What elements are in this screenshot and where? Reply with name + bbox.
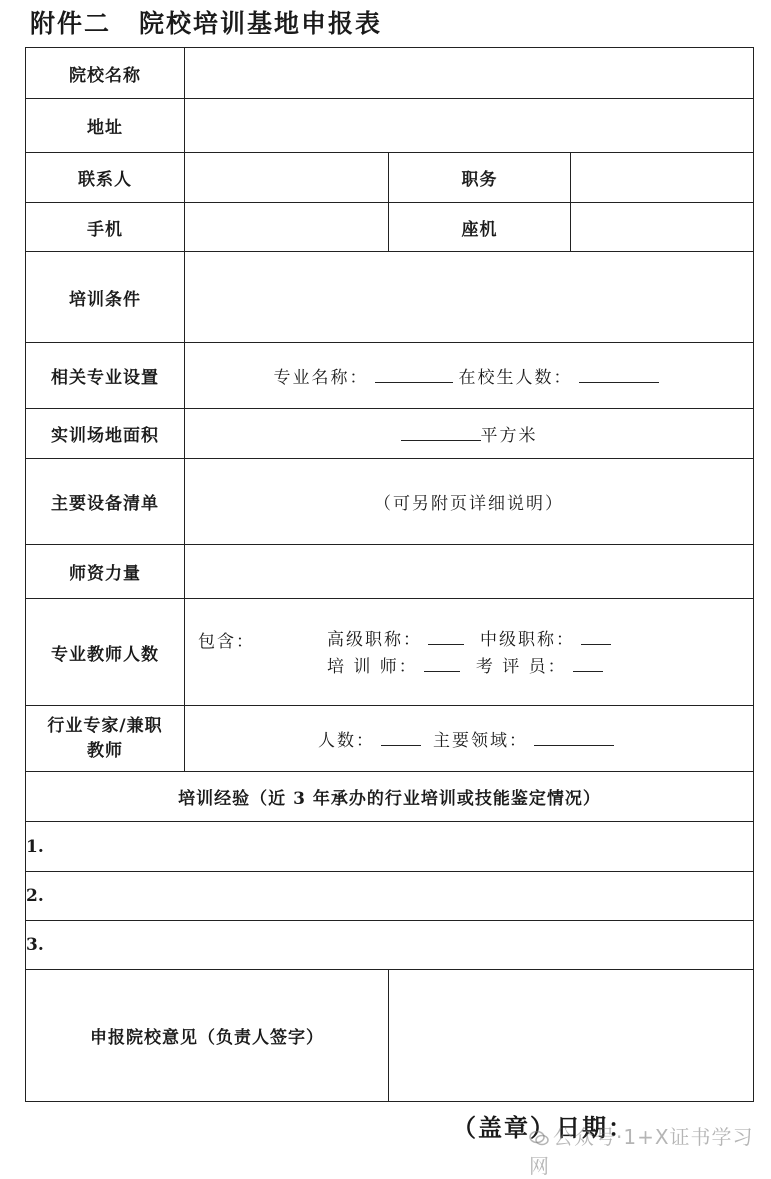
landline-label: 座机 xyxy=(389,203,571,252)
middle-title-blank[interactable] xyxy=(581,643,611,645)
related-majors-field[interactable] xyxy=(185,343,754,409)
training-conditions-label: 培训条件 xyxy=(26,252,185,343)
teachers-count-field[interactable] xyxy=(185,599,754,706)
row-related-majors xyxy=(26,343,754,409)
contact-field[interactable] xyxy=(185,153,389,203)
row-phone xyxy=(26,203,754,252)
wechat-icon xyxy=(529,1130,549,1146)
mobile-label: 手机 xyxy=(26,203,185,252)
opinion-field[interactable] xyxy=(389,970,754,1102)
row-teachers-count xyxy=(26,599,754,706)
attachment-label: 附件二 xyxy=(30,9,112,38)
school-name-label: 院校名称 xyxy=(26,48,185,99)
position-label: 职务 xyxy=(389,153,571,203)
major-name-blank[interactable] xyxy=(375,381,453,383)
contains-label: 包含： xyxy=(198,632,255,652)
experience-item-2[interactable]: 2. xyxy=(26,872,754,921)
application-form xyxy=(25,47,754,1102)
related-majors-label: 相关专业设置 xyxy=(26,343,185,409)
field-label: 主要领域： xyxy=(433,731,528,751)
count-label: 人数： xyxy=(318,731,375,751)
watermark xyxy=(529,1121,771,1179)
examiner-label: 考 评 员： xyxy=(475,657,567,677)
students-blank[interactable] xyxy=(579,381,659,383)
trainer-blank[interactable] xyxy=(424,670,460,672)
watermark-text: 公众号·1+X证书学习网 xyxy=(529,1125,754,1178)
faculty-field[interactable] xyxy=(185,545,754,599)
faculty-label: 师资力量 xyxy=(26,545,185,599)
address-field[interactable] xyxy=(185,99,754,153)
row-training-conditions xyxy=(26,252,754,343)
row-opinion xyxy=(26,970,754,1102)
students-label: 在校生人数： xyxy=(458,368,573,388)
school-name-field[interactable] xyxy=(185,48,754,99)
trainer-line xyxy=(327,654,617,681)
experience-item-1[interactable]: 1. xyxy=(26,822,754,872)
area-unit: 平方米 xyxy=(480,426,538,446)
contact-label: 联系人 xyxy=(26,153,185,203)
row-faculty xyxy=(26,545,754,599)
form-title: 院校培训基地申报表 xyxy=(139,9,383,38)
senior-title-label: 高级职称： xyxy=(327,630,422,650)
field-blank[interactable] xyxy=(534,744,614,746)
experts-field[interactable] xyxy=(185,706,754,772)
row-address xyxy=(26,99,754,153)
title-line xyxy=(327,627,617,654)
experts-label-line2: 教师 xyxy=(87,740,123,761)
row-school-name xyxy=(26,48,754,99)
row-contact xyxy=(26,153,754,203)
row-training-area xyxy=(26,409,754,459)
row-experience-header xyxy=(26,772,754,822)
equipment-note: （可另附页详细说明） xyxy=(374,494,564,514)
experts-label xyxy=(26,706,185,772)
count-blank[interactable] xyxy=(381,744,421,746)
address-label: 地址 xyxy=(26,99,185,153)
position-field[interactable] xyxy=(571,153,754,203)
teachers-count-label: 专业教师人数 xyxy=(26,599,185,706)
training-conditions-field[interactable] xyxy=(185,252,754,343)
experts-label-line1: 行业专家/兼职 xyxy=(47,715,163,736)
senior-title-blank[interactable] xyxy=(428,643,464,645)
major-name-label: 专业名称： xyxy=(273,368,369,388)
seal-date: （盖章）日期： xyxy=(452,1113,634,1142)
training-area-label: 实训场地面积 xyxy=(26,409,185,459)
landline-field[interactable] xyxy=(571,203,754,252)
experience-item-3[interactable]: 3. xyxy=(26,921,754,970)
experience-row xyxy=(26,872,754,921)
experience-row xyxy=(26,822,754,872)
mobile-field[interactable] xyxy=(185,203,389,252)
training-area-field[interactable] xyxy=(185,409,754,459)
middle-title-label: 中级职称： xyxy=(480,630,575,650)
trainer-label: 培 训 师： xyxy=(327,657,418,677)
page-title xyxy=(30,4,382,40)
row-equipment xyxy=(26,459,754,545)
experience-header: 培训经验（近 3 年承办的行业培训或技能鉴定情况） xyxy=(26,772,754,822)
area-blank[interactable] xyxy=(401,439,481,441)
row-experts xyxy=(26,706,754,772)
experience-row xyxy=(26,921,754,970)
examiner-blank[interactable] xyxy=(573,670,603,672)
equipment-label: 主要设备清单 xyxy=(26,459,185,545)
opinion-label: 申报院校意见（负责人签字） xyxy=(26,970,389,1102)
equipment-field[interactable] xyxy=(185,459,754,545)
